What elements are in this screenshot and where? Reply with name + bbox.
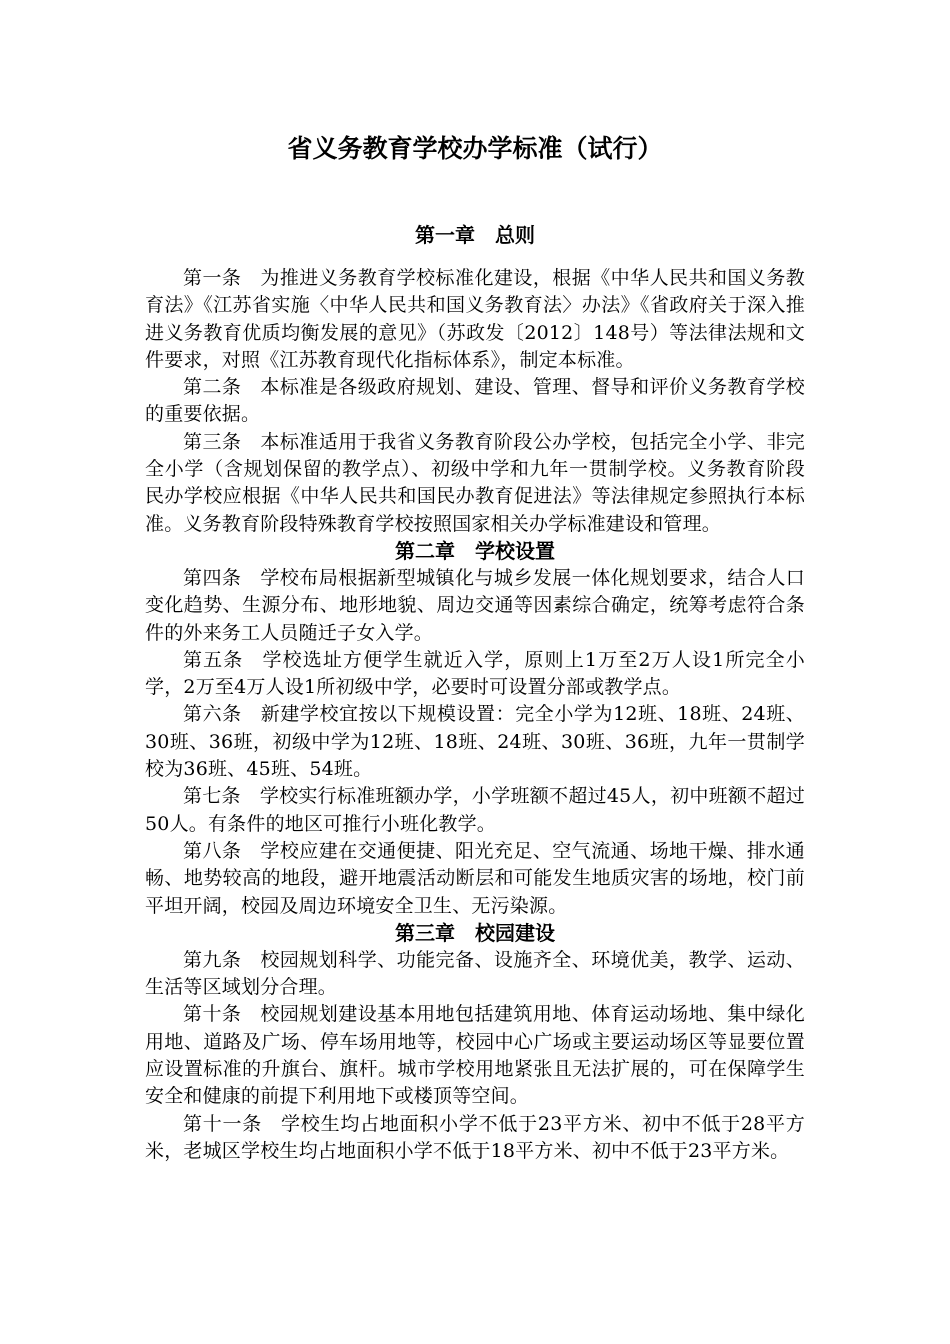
article-paragraph (145, 1001, 805, 1110)
article-paragraph (145, 783, 805, 838)
article-paragraph (145, 374, 805, 429)
article-text: 校园规划科学、功能完备、设施齐全、环境优美，教学、运动、生活等区域划分合理。 (145, 948, 805, 999)
article-number: 第十条 (183, 1003, 242, 1026)
article-paragraph (145, 265, 805, 374)
article-number: 第九条 (183, 948, 242, 971)
article-text: 学校应建在交通便捷、阳光充足、空气流通、场地干燥、排水通畅、地势较高的地段，避开地震活动断层和可能发生地质灾害的场地，校门前平坦开阔，校园及周边环境安全卫生、无污染源。 (145, 839, 805, 917)
document-body (145, 222, 805, 1165)
chapter-heading: 第三章 校园建设 (395, 920, 555, 945)
article-number: 第四条 (183, 566, 242, 589)
article-number: 第八条 (183, 839, 242, 862)
article-number: 第六条 (183, 703, 242, 726)
chapter-heading: 第二章 学校设置 (395, 538, 555, 563)
article-text: 学校选址方便学生就近入学，原则上1万至2万人设1所完全小学，2万至4万人设1所初级中学，必要时可设置分部或教学点。 (145, 648, 805, 699)
article-text: 新建学校宜按以下规模设置：完全小学为12班、18班、24班、30班、36班，初级中学为12班、18班、24班、30班、36班，九年一贯制学校为36班、45班、54班。 (145, 703, 805, 781)
article-text: 学校生均占地面积小学不低于23平方米、初中不低于28平方米，老城区学校生均占地面积小学不低于18平方米、初中不低于23平方米。 (145, 1112, 805, 1162)
article-paragraph (145, 947, 805, 1002)
article-number: 第十一条 (183, 1112, 263, 1135)
article-paragraph (145, 838, 805, 920)
document-title: 省义务教育学校办学标准（试行） (287, 134, 663, 163)
article-paragraph (145, 565, 805, 647)
article-number: 第五条 (183, 648, 244, 671)
article-text: 本标准适用于我省义务教育阶段公办学校，包括完全小学、非完全小学（含规划保留的教学点）、初级中学和九年一贯制学校。义务教育阶段民办学校应根据《中华人民共和国民办教育促进法》等法律规定参照执行本标准。义务教育阶段特殊教育学校按照国家相关办学标准建设和管理。 (145, 430, 805, 535)
article-number: 第三条 (183, 430, 242, 453)
article-number: 第一条 (183, 267, 242, 289)
article-paragraph (145, 647, 805, 702)
article-paragraph (145, 429, 805, 538)
article-text: 为推进义务教育学校标准化建设，根据《中华人民共和国义务教育法》《江苏省实施〈中华人民共和国义务教育法〉办法》《省政府关于深入推进义务教育优质均衡发展的意见》（苏政发〔2012〕148号）等法律法规和文件要求，对照《江苏教育现代化指标体系》，制定本标准。 (145, 267, 805, 371)
article-text: 校园规划建设基本用地包括建筑用地、体育运动场地、集中绿化用地、道路及广场、停车场用地等，校园中心广场或主要运动场区等显要位置应设置标准的升旗台、旗杆。城市学校用地紧张且无法扩展的，可在保障学生安全和健康的前提下利用地下或楼顶等空间。 (145, 1003, 805, 1108)
article-number: 第七条 (183, 785, 241, 808)
article-text: 本标准是各级政府规划、建设、管理、督导和评价义务教育学校的重要依据。 (145, 376, 805, 426)
article-text: 学校实行标准班额办学，小学班额不超过45人，初中班额不超过50人。有条件的地区可推行小班化教学。 (145, 785, 805, 835)
article-number: 第二条 (183, 376, 242, 399)
article-text: 学校布局根据新型城镇化与城乡发展一体化规划要求，结合人口变化趋势、生源分布、地形地貌、周边交通等因素综合确定，统筹考虑符合条件的外来务工人员随迁子女入学。 (145, 566, 805, 644)
article-paragraph (145, 701, 805, 783)
chapter-heading: 第一章 总则 (415, 223, 535, 247)
article-paragraph (145, 1111, 805, 1166)
